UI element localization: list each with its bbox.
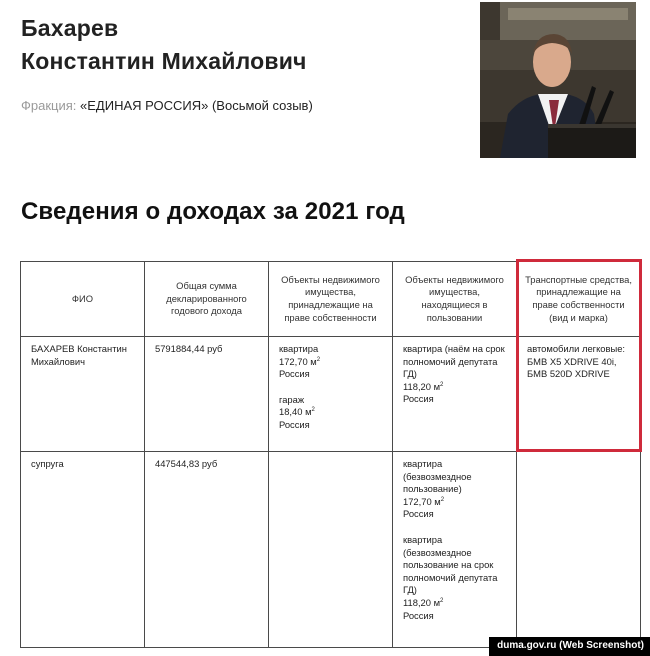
- vehicles-title: автомобили легковые:: [527, 343, 626, 354]
- deputy-portrait-image: [480, 2, 636, 158]
- deputy-photo: [480, 2, 636, 158]
- property-area: 172,70 $м^2$: [403, 495, 445, 507]
- row-vehicles: [517, 452, 641, 648]
- deputy-surname: Бахарев: [21, 15, 119, 41]
- property-area: 118,20 $м^2$: [403, 380, 444, 392]
- vehicle-item: БМВ X5 XDRIVE 40i,: [527, 355, 617, 367]
- income-declaration-table: [20, 261, 641, 648]
- property-type: квартира (безвозмездное пользование): [403, 458, 472, 495]
- row-used-property: [393, 337, 517, 452]
- row-owned-property: [269, 452, 393, 648]
- faction-value: «ЕДИНАЯ РОССИЯ» (Восьмой созыв): [80, 98, 313, 113]
- table-row: [21, 337, 641, 452]
- table-row: [21, 452, 641, 648]
- property-area: 118,20 $м^2$: [403, 596, 444, 608]
- deputy-given-names: Константин Михайлович: [21, 48, 307, 74]
- row-vehicles: [517, 337, 641, 452]
- row-name: БАХАРЕВ Константин Михайлович: [21, 337, 145, 452]
- property-country: Россия: [403, 508, 434, 520]
- header-vehicles: Транспортные средства, принадлежащие на праве собственности (вид и марка): [517, 262, 641, 337]
- property-area: 172,70 $м^2$: [279, 355, 321, 367]
- property-type: квартира (наём на срок полномочий депутата ГД): [403, 343, 505, 380]
- header-name: ФИО: [21, 262, 145, 337]
- row-owned-property: [269, 337, 393, 452]
- row-used-property: [393, 452, 517, 648]
- property-type: квартира (безвозмездное пользование на срок полномочий депутата ГД): [403, 533, 498, 596]
- property-country: Россия: [403, 393, 434, 405]
- property-country: Россия: [403, 609, 434, 621]
- header-owned-property: Объекты недвижимого имущества, принадлежащие на праве собственности: [269, 262, 393, 337]
- faction-label: Фракция:: [21, 98, 77, 113]
- header-used-property: Объекты недвижимого имущества, находящиеся в пользовании: [393, 262, 517, 337]
- property-country: Россия: [279, 368, 310, 380]
- vehicle-item: БМВ 520D XDRIVE: [527, 368, 610, 380]
- deputy-name: [21, 12, 307, 78]
- property-area: 18,40 $м^2$: [279, 406, 315, 418]
- row-income: 5791884,44 руб: [145, 337, 269, 452]
- faction-line: [21, 98, 313, 113]
- row-name: супруга: [21, 452, 145, 648]
- property-country: Россия: [279, 418, 310, 430]
- table-header-row: [21, 262, 641, 337]
- source-caption: duma.gov.ru (Web Screenshot): [489, 637, 650, 656]
- header-income: Общая сумма декларированного годового дохода: [145, 262, 269, 337]
- property-type: гараж: [279, 393, 305, 405]
- property-type: квартира: [279, 343, 319, 354]
- income-section-title: Сведения о доходах за 2021 год: [21, 198, 405, 225]
- row-income: 447544,83 руб: [145, 452, 269, 648]
